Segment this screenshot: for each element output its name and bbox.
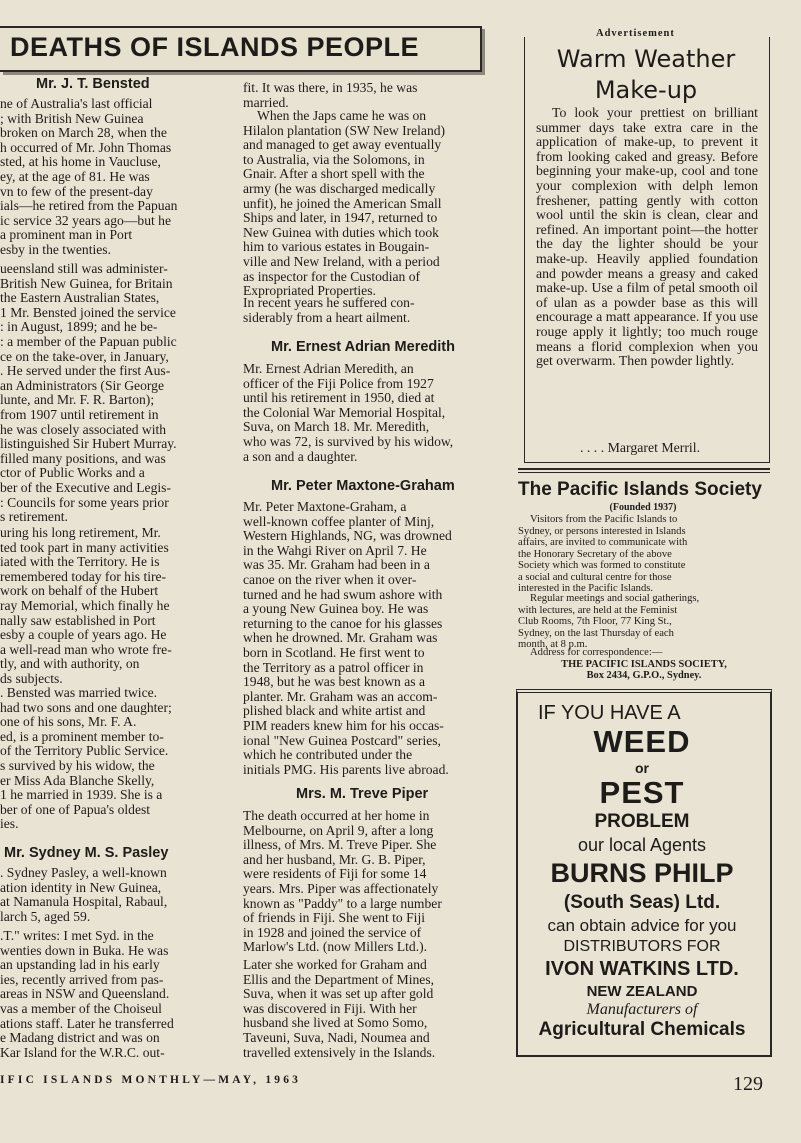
heading-meredith: Mr. Ernest Adrian Meredith xyxy=(271,339,455,355)
pasley-paragraph-3: fit. It was there, in 1935, he was married. xyxy=(243,80,418,110)
bp-line-pest: PEST xyxy=(599,775,685,810)
bp-line-agents: our local Agents xyxy=(577,835,707,855)
society-address-1: THE PACIFIC ISLANDS SOCIETY, xyxy=(561,659,727,670)
divider-rule-thin xyxy=(518,472,770,473)
bp-line-advice: can obtain advice for you xyxy=(547,916,737,935)
piper-paragraph-2: Later she worked for Graham and Ellis and the Department of Mines, Suva, when it was set up after gold was discovered in Fiji. With her husband she lived at Somo Somo, Taveuni, Suva, Nadi, Noumea and travelled extensively in the Islands. xyxy=(243,957,436,1060)
maxtone-graham-paragraph: Mr. Peter Maxtone-Graham, a well-known coffee planter of Minj, Western Highlands, NG, was drowned in the Wahgi River on April 7. He was 35. Mr. Graham had been in a canoe on the river when it over- turned and he had swum ashore with a young New Guinea boy. He was returning to the canoe for his glasses when he drowned. Mr. Graham was born in Scotland. He first went to the Territory as a patrol officer in 1948, but he was best known as a planter. Mr. Graham was an accom- plished black and white artist and PIM readers knew him for his occas- ional "New Guinea Postcard" series, which he contributed under the initials PMG. His parents live abroad. xyxy=(243,499,452,777)
bensted-paragraph-1: ne of Australia's last official ; with British New Guinea broken on March 28, when the h occurred of Mr. John Thomas sted, at his home in Vaucluse, ey, at the age of 81. He was vn to few of the present-day ials—he retired from the Papuan ic service 32 years ago—but he a prominent man in Port esby in the twenties. xyxy=(0,97,178,257)
bensted-paragraph-4: . Bensted was married twice. had two sons and one daughter; one of his sons, Mr. F. A. ed, is a prominent member to- of the Territory Public Service. s survived by his widow, the er Miss Ada Blanche Skelly, 1 he married in 1939. She is a ber of one of Papua's oldest ies. xyxy=(0,686,172,832)
society-address-2: Box 2434, G.P.O., Sydney. xyxy=(586,670,702,681)
divider-rule xyxy=(518,468,770,470)
makeup-ad-body: To look your prettiest on brilliant summer days take extra care in the application of make-up, to prevent it from looking caked and greasy. Before beginning your make-up, cool and tone your complexion with delph lemon freshener, patting gently with cotton wool until the skin is clean, clear and refined. An important point—the hotter the day the lighter should be your make-up. Heavily applied foundation and powder means a greasy and caked make-up. Use a film of petal smooth oil of ulan as a powder base as this will encourage a matt appearance. If you use rouge apply it lightly; too much rouge means a florid complexion when you get overwarm. Then powder lightly. xyxy=(536,105,758,369)
heading-piper: Mrs. M. Treve Piper xyxy=(296,786,429,802)
bp-line-or: or xyxy=(635,760,649,776)
bp-line-weed: WEED xyxy=(593,724,691,759)
bp-line-manufacturers: Manufacturers of xyxy=(586,1001,698,1018)
heading-maxtone-graham: Mr. Peter Maxtone-Graham xyxy=(271,478,455,494)
pasley-paragraph-4: When the Japs came he was on Hilalon plantation (SW New Ireland) and managed to get away eventually to Australia, via the Solomons, in Gnair. After a short spell with the army (he was discharged medically unfit), he joined the American Small Ships and later, in 1947, returned to New Guinea with duties which took him to various estates in Bougain- ville and New Ireland, with a period as inspector for the Custodian of Expropriated Properties. xyxy=(243,108,446,299)
bp-line-distributors: DISTRIBUTORS FOR xyxy=(563,938,721,955)
meredith-paragraph: Mr. Ernest Adrian Meredith, an officer of the Fiji Police from 1927 until his retirement in 1950, died at the Colonial War Memorial Hospital, Suva, on March 18. Mr. Meredith, who was 72, is survived by his widow, a son and a daughter. xyxy=(243,361,454,464)
heading-bensted: Mr. J. T. Bensted xyxy=(36,76,150,92)
bp-line-problem: PROBLEM xyxy=(594,811,690,832)
bp-line-south-seas: (South Seas) Ltd. xyxy=(563,892,721,913)
society-title: The Pacific Islands Society xyxy=(518,479,762,500)
page-number: 129 xyxy=(733,1073,763,1095)
piper-paragraph-1: The death occurred at her home in Melbourne, on April 9, after a long illness, of Mrs. M. Treve Piper. She and her husband, Mr. G. B. Piper, were residents of Fiji for some 14 years. Mrs. Piper was affectionately known as "Paddy" to a large number of friends in Fiji. She went to Fiji in 1928 and joined the service of Marlow's Ltd. (now Millers Ltd.). xyxy=(243,808,442,955)
makeup-ad-signature: . . . . Margaret Merril. xyxy=(580,440,701,455)
bp-line-ivon-watkins: IVON WATKINS LTD. xyxy=(545,958,739,980)
pasley-paragraph-2: .T." writes: I met Syd. in the wenties down in Buka. He was an upstanding lad in his early ies, recently arrived from pas- areas in NSW and Queensland. vas a member of the Choiseul ations staff. Later he transferred e Madang district and was on Kar Island for the W.R.C. out- xyxy=(0,929,174,1060)
pasley-paragraph-1: . Sydney Pasley, a well-known ation identity in New Guinea, at Namanula Hospital, Rabaul, larch 5, aged 59. xyxy=(0,866,168,924)
page-footer: IFIC ISLANDS MONTHLY—MAY, 1963 xyxy=(0,1074,302,1086)
bensted-paragraph-3: uring his long retirement, Mr. ted took part in many activities iated with the Territory. He is remembered today for his tire- work on behalf of the Hubert ray Memorial, which finally he nally saw established in Port esby a couple of years ago. He a well-read man who wrote fre- tly, and with authority, on ds subjects. xyxy=(0,526,172,686)
section-title: DEATHS OF ISLANDS PEOPLE xyxy=(10,32,420,62)
society-body-2: Regular meetings and social gatherings, with lectures, are held at the Feminist Club Rooms, 7th Floor, 77 King St., Sydney, on the last Thursday of each month, at 8 p.m. xyxy=(518,593,700,650)
bp-line-agricultural-chemicals: Agricultural Chemicals xyxy=(538,1019,746,1040)
section-title-box xyxy=(0,26,482,72)
bp-line-new-zealand: NEW ZEALAND xyxy=(586,983,698,1000)
society-body-3: Address for correspondence:— xyxy=(530,647,663,658)
bp-line-burns-philp: BURNS PHILP xyxy=(550,858,734,888)
society-founded: (Founded 1937) xyxy=(609,502,677,513)
society-body-1: Visitors from the Pacific Islands to Sydney, or persons interested in Islands affairs, are invited to communicate with the Honorary Secretary of the above Society which was formed to constitute a social and cultural centre for those interested in the Pacific Islands. xyxy=(518,514,688,594)
heading-pasley: Mr. Sydney M. S. Pasley xyxy=(4,845,169,861)
bp-line-if-you-have: IF YOU HAVE A xyxy=(538,702,681,724)
advertisement-label: Advertisement xyxy=(590,28,681,39)
pasley-paragraph-5: In recent years he suffered con- siderably from a heart ailment. xyxy=(243,295,415,325)
bensted-paragraph-2: ueensland still was administer- British New Guinea, for Britain the Eastern Australian States, 1 Mr. Bensted joined the service : in August, 1899; and he be- : a member of the Papuan public ce on the take-over, in January, . He served under the first Aus- an Administrators (Sir George lunte, and Mr. F. R. Barton); from 1907 until retirement in he was closely associated with listinguished Sir Hubert Murray. filled many positions, and was ctor of Public Works and a ber of the Executive and Legis- : Councils for some years prior s retirement. xyxy=(0,262,177,525)
makeup-ad-title: Warm Weather Make-up xyxy=(556,45,736,104)
